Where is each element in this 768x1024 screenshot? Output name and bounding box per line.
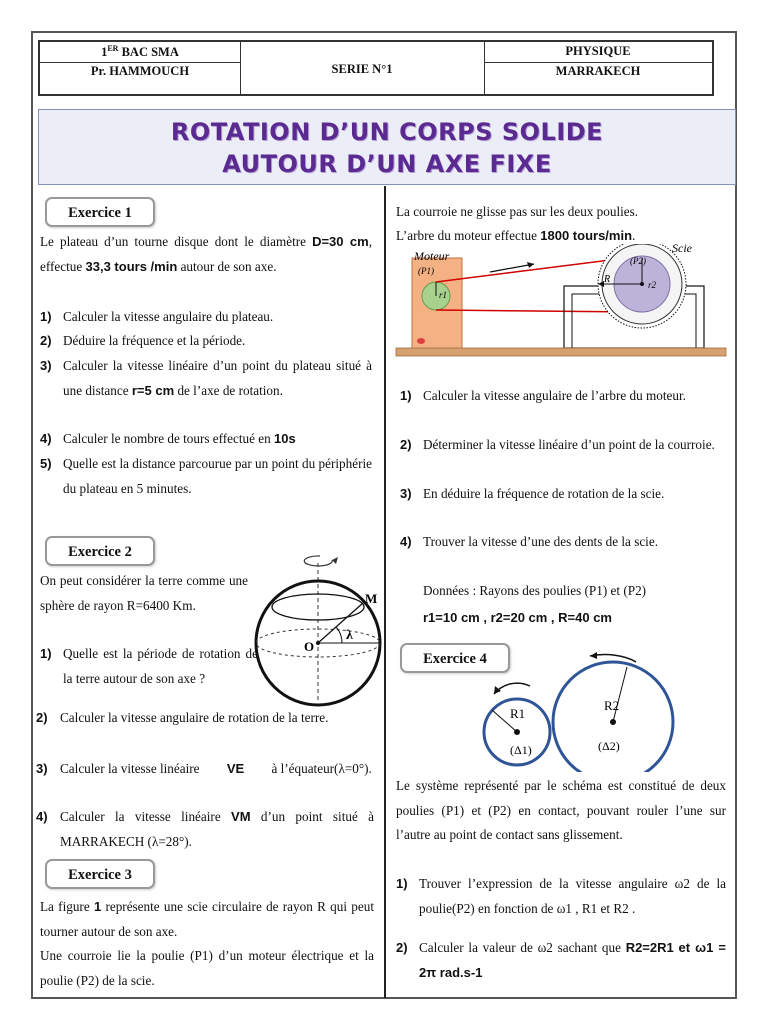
header-level: 1ER BAC SMA xyxy=(101,44,179,60)
number-1: 1) xyxy=(40,309,52,324)
belt-arrow-icon xyxy=(527,262,534,268)
label-delta2: (Δ2) xyxy=(598,739,620,753)
ex2-q4-text xyxy=(60,805,374,854)
header-rule-left xyxy=(40,62,240,63)
ex4-q2-c: R2=2R1 xyxy=(625,940,674,955)
header-rule-right xyxy=(484,62,712,63)
ex3-question-3 xyxy=(400,482,720,532)
ex2-question-2 xyxy=(36,706,376,756)
arrow-p2-icon xyxy=(590,652,597,659)
ex2-q4-b: d’un point situé à MARRAKECH (λ=28°). xyxy=(60,809,375,849)
ex3-q4-text: Trouver la vitesse d’une des dents de la scie. xyxy=(423,534,658,549)
header-right xyxy=(484,42,713,94)
label-r1: r1 xyxy=(439,290,448,300)
ex1-diameter: D=30 cm xyxy=(312,234,369,249)
label-scie: Scie xyxy=(672,244,692,255)
title-line1: ROTATION D’UN CORPS SOLIDE xyxy=(170,118,604,146)
ex3-q1-text: Calculer la vitesse angulaire de l’arbre du moteur. xyxy=(423,388,686,403)
ex1-intro-a: Le plateau d’un tourne disque dont le diamètre xyxy=(40,234,306,249)
ex3-data-values: r1=10 cm , r2=20 cm , R=40 cm xyxy=(423,610,612,625)
ex4-q1-text xyxy=(419,872,726,921)
label-M: M xyxy=(365,591,378,606)
ex1-q3-text xyxy=(63,354,372,403)
rotation-arrowhead-icon xyxy=(332,557,338,564)
ex1-speed: 33,3 tours /min xyxy=(85,258,178,274)
ex4-text: Le système représenté par le schéma est constitué de deux poulies (P1) et (P2) en contact, pouvant rouler l’une sur l’autre au point de contact sans glissement. xyxy=(396,778,726,842)
ex1-q4-a: Calculer le nombre de tours effectué en xyxy=(63,431,271,446)
ex3-p4-a: L’arbre du moteur effectue xyxy=(396,228,537,243)
table-base xyxy=(396,348,726,356)
ex1-q5-text: Quelle est la distance parcourue par un point du périphérie du plateau en 5 minutes. xyxy=(63,456,372,496)
label-R: R xyxy=(604,274,611,285)
header-left xyxy=(40,42,241,94)
arrow-p1-icon xyxy=(494,686,501,694)
ex4-q1-a: Trouver l’expression de la vitesse angulaire xyxy=(419,876,668,891)
ex3-p1-a: La figure xyxy=(40,899,90,914)
header-city: MARRAKECH xyxy=(555,64,641,78)
ex2-intro: On peut considérer la terre comme une sphère de rayon R=6400 Km. xyxy=(40,573,248,613)
exercice-2-label: Exercice 2 xyxy=(45,536,155,566)
pulleys-figure xyxy=(480,642,730,772)
number-1: 1) xyxy=(396,876,408,891)
ex3-para-3: La courroie ne glisse pas sur les deux poulies. xyxy=(396,204,639,219)
number-1: 1) xyxy=(400,388,412,403)
ex4-q2-d: et ω1 = 2π rad.s-1 xyxy=(419,940,726,980)
number-4: 4) xyxy=(40,431,52,446)
ex1-q4-t: 10s xyxy=(274,431,296,446)
number-1: 1) xyxy=(40,646,52,661)
header-teacher: Pr. HAMMOUCH xyxy=(90,64,190,78)
header-table xyxy=(38,40,714,96)
ex1-intro xyxy=(40,230,372,279)
ex1-q3-a: Calculer la vitesse linéaire d’un point du plateau situé à une distance xyxy=(63,358,372,398)
ex3-p4-c: . xyxy=(632,228,636,243)
ex2-q2-text: Calculer la vitesse angulaire de rotation de la terre. xyxy=(60,710,329,725)
label-O: O xyxy=(304,639,315,654)
label-moteur: Moteur xyxy=(414,249,450,263)
arrow-p1-arc xyxy=(494,683,530,694)
earth-figure xyxy=(250,545,390,710)
center-dot xyxy=(316,641,320,645)
radius-line xyxy=(318,603,363,643)
ex4-question-1 xyxy=(396,872,726,934)
ex3-question-4 xyxy=(400,530,720,580)
number-2: 2) xyxy=(400,437,412,452)
label-R2: R2 xyxy=(604,698,620,713)
label-delta1: (Δ1) xyxy=(510,743,532,757)
number-4: 4) xyxy=(400,534,412,549)
ex3-question-1 xyxy=(400,384,720,434)
exercice-4-label: Exercice 4 xyxy=(400,643,510,673)
ex1-q3-b: de l’axe de rotation. xyxy=(177,382,283,398)
ex1-intro-c: autour de son axe. xyxy=(180,258,277,274)
number-3: 3) xyxy=(40,358,52,373)
exercice-1-label: Exercice 1 xyxy=(45,197,155,227)
ex4-question-2 xyxy=(396,936,726,986)
ex3-p1-b: représente une scie circulaire de rayon R qui peut tourner autour de son axe. xyxy=(40,899,374,939)
ex2-question-3 xyxy=(36,757,376,807)
ex3-q3-text: En déduire la fréquence de rotation de la scie. xyxy=(423,486,665,501)
title-line2: AUTOUR D’UN AXE FIXE xyxy=(222,150,552,178)
label-lambda: λ xyxy=(346,628,353,643)
ex4-q1-b: ω2 de la poulie(P2) en fonction de ω1 , R1 et R2 . xyxy=(419,876,726,916)
motor-switch xyxy=(417,338,425,344)
ex1-question-3 xyxy=(40,354,372,428)
label-r2: r2 xyxy=(648,280,657,290)
ex3-para-2: Une courroie lie la poulie (P1) d’un moteur électrique et la poulie (P2) de la scie. xyxy=(40,948,374,988)
ex1-q1-text: Calculer la vitesse angulaire du plateau. xyxy=(63,309,274,324)
number-2: 2) xyxy=(396,940,408,955)
ex2-q4-a: Calculer la vitesse linéaire xyxy=(60,809,221,824)
number-4: 4) xyxy=(36,809,48,824)
number-2: 2) xyxy=(36,710,48,725)
number-3: 3) xyxy=(36,761,48,776)
ex2-q3-a: Calculer la vitesse linéaire xyxy=(60,761,200,776)
ex3-p4-b: 1800 tours/min xyxy=(540,228,633,243)
label-p2: (P2) xyxy=(630,256,646,266)
ex1-intro-b: , effectue xyxy=(40,234,373,274)
ex1-q4-text xyxy=(63,427,372,452)
number-2: 2) xyxy=(40,333,52,348)
saw-center xyxy=(640,282,644,286)
label-R1: R1 xyxy=(510,706,526,721)
ex3-question-2 xyxy=(400,433,720,483)
ex2-q3-text xyxy=(60,757,374,782)
exercice-3-label: Exercice 3 xyxy=(45,859,155,889)
ex3-data-line: Données : Rayons des poulies (P1) et (P2) xyxy=(423,583,647,598)
ex2-q4-v: VM xyxy=(231,809,251,824)
ex2-q3-v: VE xyxy=(226,761,245,776)
title-box xyxy=(38,109,736,185)
label-p1: (P1) xyxy=(418,266,434,276)
header-series: SERIE N°1 xyxy=(331,62,393,76)
header-middle xyxy=(240,42,485,94)
pulley-2 xyxy=(553,662,673,772)
ex2-q3-b: à l’équateur(λ=0°). xyxy=(271,761,372,776)
ex1-q3-r: r=5 cm xyxy=(131,382,175,398)
ex2-question-4 xyxy=(36,805,376,855)
ex1-q2-text: Déduire la fréquence et la période. xyxy=(63,333,246,348)
ex2-q1-text: Quelle est la période de rotation de la terre autour de son axe ? xyxy=(63,646,258,686)
number-3: 3) xyxy=(400,486,412,501)
ex3-q2-text: Déterminer la vitesse linéaire d’un point de la courroie. xyxy=(423,437,715,452)
ex4-q2-text xyxy=(419,936,726,985)
ex3-para-1 xyxy=(40,895,374,944)
header-subject: PHYSIQUE xyxy=(565,44,631,58)
ex3-p1-n: 1 xyxy=(93,899,102,914)
number-5: 5) xyxy=(40,456,52,471)
ex4-q2-a: Calculer la valeur de ω2 sachant que xyxy=(419,940,621,955)
ex2-question-1 xyxy=(40,642,258,716)
saw-figure xyxy=(394,244,734,364)
